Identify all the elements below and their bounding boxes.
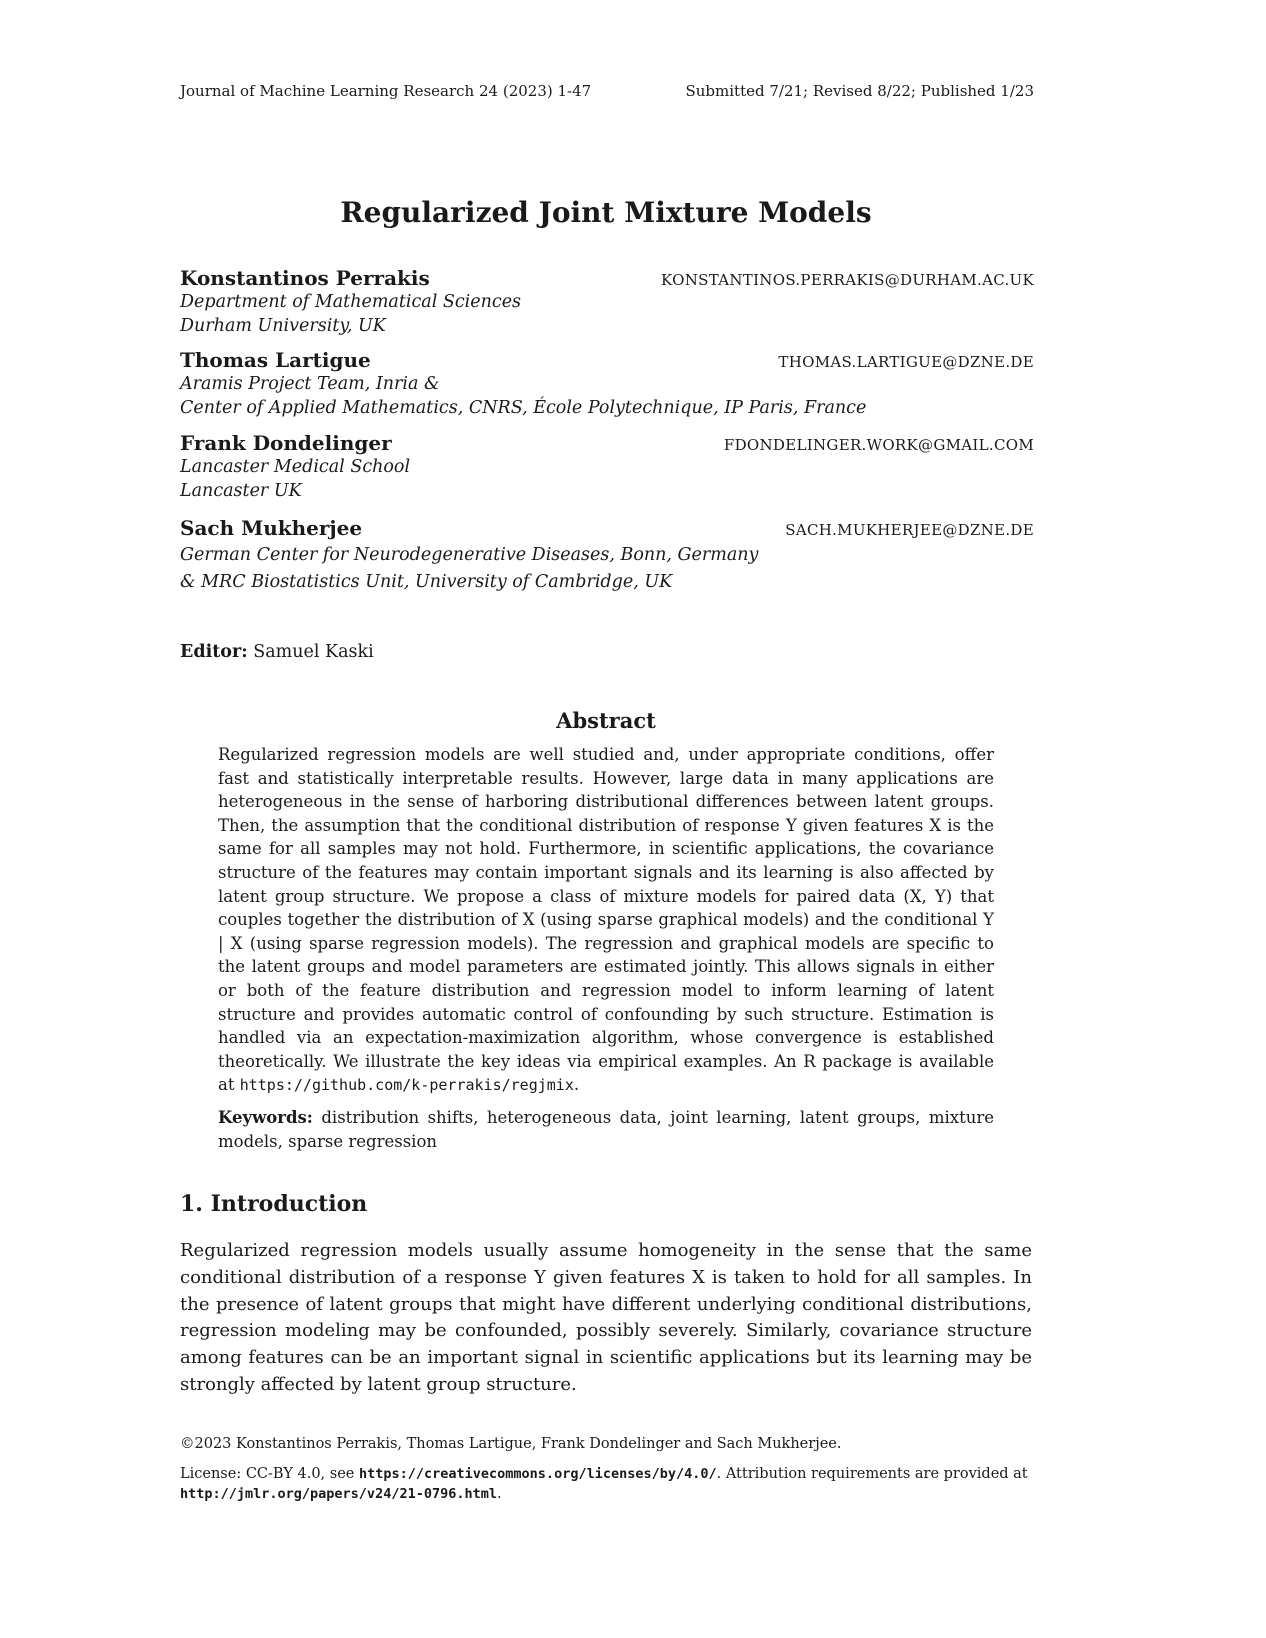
license-notice (180, 1464, 1032, 1504)
abstract-text: Regularized regression models are well studied and, under appropriate conditions, offer fast and statistically interpretable results. However, large data in many applications are heterogeneous in the sense of harboring distributional differences between latent groups. Then, the assumption that the conditional distribution of response Y given features X is the same for all samples may not hold. Furthermore, in scientific applications, the covariance structure of the features may contain important signals and its learning is also affected by latent group structure. We propose a class of mixture models for paired data (X, Y) that couples together the distribution of X (using sparse graphical models) and the conditional Y | X (using sparse regression models). The regression and graphical models are specific to the latent groups and model parameters are estimated jointly. This allows signals in either or both of the feature distribution and regression model to inform learning of latent structure and provides automatic control of confounding by such structure. Estimation is handled via an expectation-maximization algorithm, whose convergence is established theoretically. We illustrate the key ideas via empirical examples. An R package is available at (218, 745, 994, 1095)
paper-title: Regularized Joint Mixture Models (340, 196, 872, 229)
abstract-heading: Abstract (556, 708, 656, 733)
author-affiliation-1b: Durham University, UK (180, 316, 386, 336)
license-mid: . Attribution requirements are provided at (716, 1466, 1028, 1482)
author-email-3[interactable]: FDONDELINGER.WORK@GMAIL.COM (723, 436, 1034, 454)
author-affiliation-3b: Lancaster UK (180, 481, 302, 501)
introduction-paragraph: Regularized regression models usually assume homogeneity in the sense that the same conditional distribution of a response Y given features X is taken to hold for all samples. In the presence of latent groups that might have different underlying conditional distributions, regression modeling may be confounded, possibly severely. Similarly, covariance structure among features can be an important signal in scientific applications but its learning may be strongly affected by latent group structure. (180, 1240, 1032, 1395)
keywords-text: distribution shifts, heterogeneous data, joint learning, latent groups, mixture models, sparse regression (218, 1108, 994, 1151)
author-affiliation-4a: German Center for Neurodegenerative Diseases, Bonn, Germany (180, 545, 759, 565)
author-email-2[interactable]: THOMAS.LARTIGUE@DZNE.DE (778, 353, 1034, 371)
keywords-label: Keywords: (218, 1108, 313, 1127)
editor-line (180, 642, 374, 662)
author-email-1[interactable]: KONSTANTINOS.PERRAKIS@DURHAM.AC.UK (661, 271, 1034, 289)
author-affiliation-3a: Lancaster Medical School (180, 457, 411, 477)
keywords (218, 1106, 994, 1153)
editor-label: Editor: (180, 642, 248, 662)
package-link[interactable]: https://github.com/k-perrakis/regjmix (239, 1076, 574, 1095)
section-heading-introduction: 1. Introduction (180, 1191, 368, 1217)
author-affiliation-1a: Department of Mathematical Sciences (180, 292, 522, 312)
author-name-2: Thomas Lartigue (180, 348, 371, 372)
license-prefix: License: CC-BY 4.0, see (180, 1466, 355, 1482)
author-email-4[interactable]: SACH.MUKHERJEE@DZNE.DE (785, 521, 1034, 539)
journal-header: Journal of Machine Learning Research 24 (2023) 1-47 (180, 82, 592, 100)
abstract-end: . (573, 1075, 580, 1095)
author-affiliation-2a: Aramis Project Team, Inria & (180, 374, 440, 394)
abstract-body (218, 743, 994, 1098)
author-name-1: Konstantinos Perrakis (180, 266, 430, 290)
submission-dates: Submitted 7/21; Revised 8/22; Published 1/23 (685, 82, 1034, 100)
copyright-notice: ©2023 Konstantinos Perrakis, Thomas Lartigue, Frank Dondelinger and Sach Mukherjee. (180, 1436, 842, 1452)
attribution-link[interactable]: http://jmlr.org/papers/v24/21-0796.html (180, 1486, 497, 1502)
license-link[interactable]: https://creativecommons.org/licenses/by/4.0/ (359, 1466, 717, 1482)
author-name-3: Frank Dondelinger (180, 431, 392, 455)
author-name-4: Sach Mukherjee (180, 516, 363, 540)
editor-name: Samuel Kaski (253, 642, 374, 662)
author-affiliation-4b: & MRC Biostatistics Unit, University of Cambridge, UK (180, 572, 673, 592)
license-end: . (496, 1486, 502, 1502)
author-affiliation-2b: Center of Applied Mathematics, CNRS, École Polytechnique, IP Paris, France (180, 398, 867, 418)
